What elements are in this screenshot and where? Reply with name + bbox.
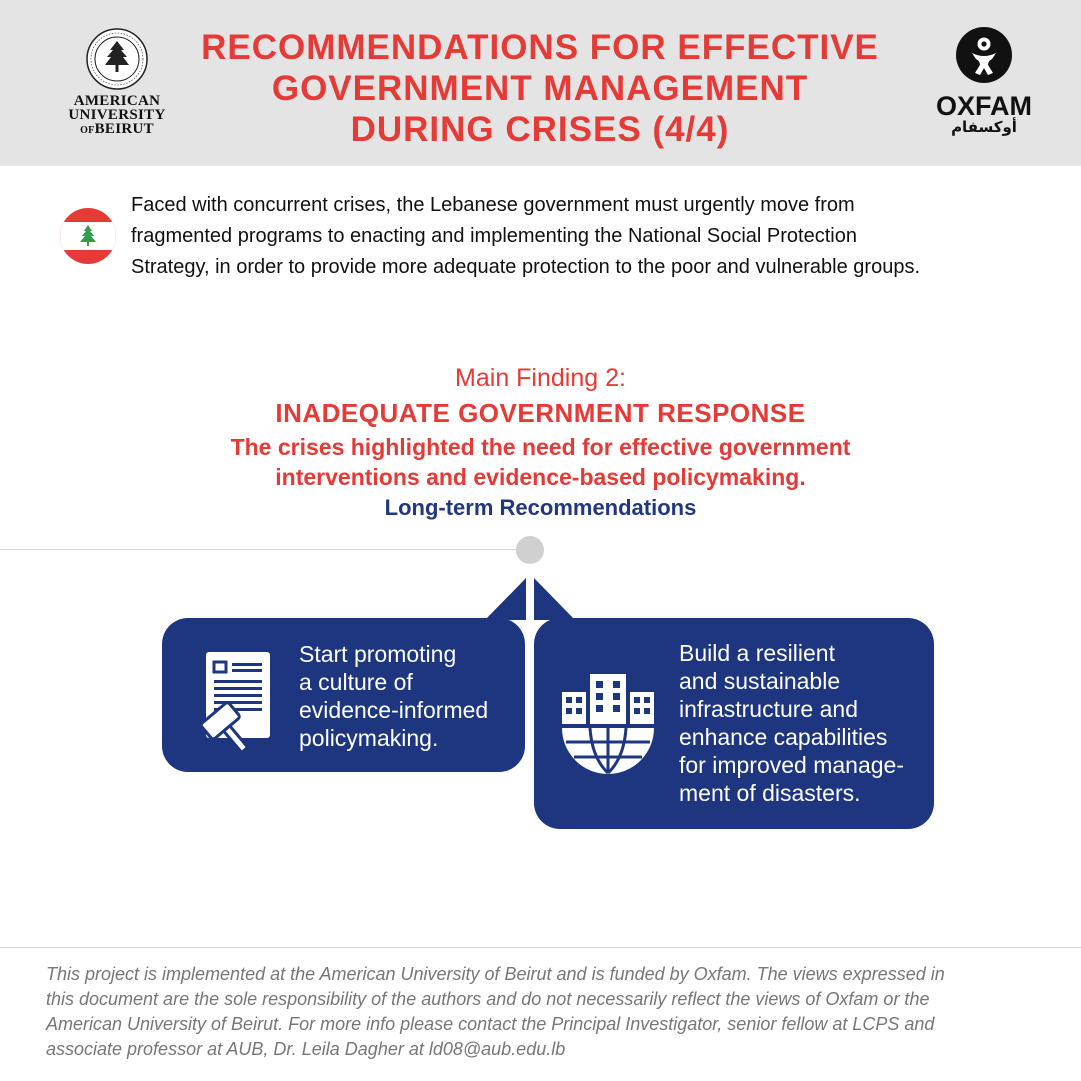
connector-dot (516, 536, 544, 564)
footer-line: this document are the sole responsibility of the authors and do not necessarily reflect the views of Oxfam or the (46, 989, 930, 1009)
card-1-notch (485, 578, 526, 620)
aub-name-line1: AMERICAN (73, 93, 161, 109)
recommendation-line: policymaking. (299, 725, 439, 751)
document-gavel-icon (198, 650, 274, 754)
oxfam-logo (934, 26, 1034, 136)
aub-name-of: OF (80, 125, 95, 136)
recommendations-subheading: Long-term Recommendations (384, 495, 697, 520)
oxfam-arabic-wordmark: أوكسفام (951, 119, 1017, 136)
aub-logo (58, 28, 176, 138)
footer-line: associate professor at AUB, Dr. Leila Dagher at ld08@aub.edu.lb (46, 1039, 566, 1059)
recommendation-line: for improved manage- (679, 752, 904, 778)
footer-line: This project is implemented at the American University of Beirut and is funded by Oxfam. The views expressed in (46, 964, 945, 984)
oxfam-figure-icon (955, 26, 1013, 84)
lebanon-flag-icon (60, 208, 116, 264)
aub-name-line2: UNIVERSITY (68, 107, 166, 123)
recommendation-line: evidence-informed (299, 697, 489, 723)
footer-disclaimer (46, 962, 1046, 1062)
intro-line: Faced with concurrent crises, the Lebanese government must urgently move from (131, 194, 855, 216)
aub-name-line3: BEIRUT (94, 121, 154, 137)
connector-stem (528, 562, 530, 582)
title-line: GOVERNMENT MANAGEMENT (271, 69, 809, 108)
oxfam-wordmark: OXFAM (935, 91, 1032, 121)
title-line: RECOMMENDATIONS FOR EFFECTIVE (201, 28, 879, 67)
finding-heading: INADEQUATE GOVERNMENT RESPONSE (275, 398, 806, 428)
divider-line (0, 549, 516, 550)
recommendation-line: enhance capabilities (679, 724, 888, 750)
finding-summary-line: interventions and evidence-based policymaking. (275, 464, 806, 490)
header-band (0, 0, 1081, 166)
finding-summary-line: The crises highlighted the need for effective government (230, 434, 851, 460)
page-title (170, 27, 910, 150)
recommendation-2-text (679, 639, 904, 807)
aub-cedar-seal-icon (86, 28, 148, 90)
intro-line: fragmented programs to enacting and implementing the National Social Protection (131, 225, 857, 247)
card-2-notch (534, 578, 575, 620)
recommendation-line: infrastructure and (679, 696, 858, 722)
finding-label: Main Finding 2: (455, 364, 626, 392)
recommendation-line: ment of disasters. (679, 780, 861, 806)
title-line: DURING CRISES (4/4) (350, 110, 730, 149)
footer-line: American University of Beirut. For more info please contact the Principal Investigator, senior fellow at LCPS and (46, 1014, 935, 1034)
intro-line: Strategy, in order to provide more adequate protection to the poor and vulnerable groups. (131, 256, 921, 278)
footer-divider (0, 947, 1081, 948)
building-globe-icon (560, 672, 656, 778)
recommendation-line: a culture of (299, 669, 413, 695)
recommendation-line: and sustainable (679, 668, 841, 694)
finding-summary (0, 432, 1081, 492)
recommendation-line: Build a resilient (679, 640, 835, 666)
recommendation-line: Start promoting (299, 641, 457, 667)
intro-paragraph (131, 190, 1031, 283)
main-finding (0, 362, 1081, 523)
recommendation-1-text (299, 640, 488, 752)
